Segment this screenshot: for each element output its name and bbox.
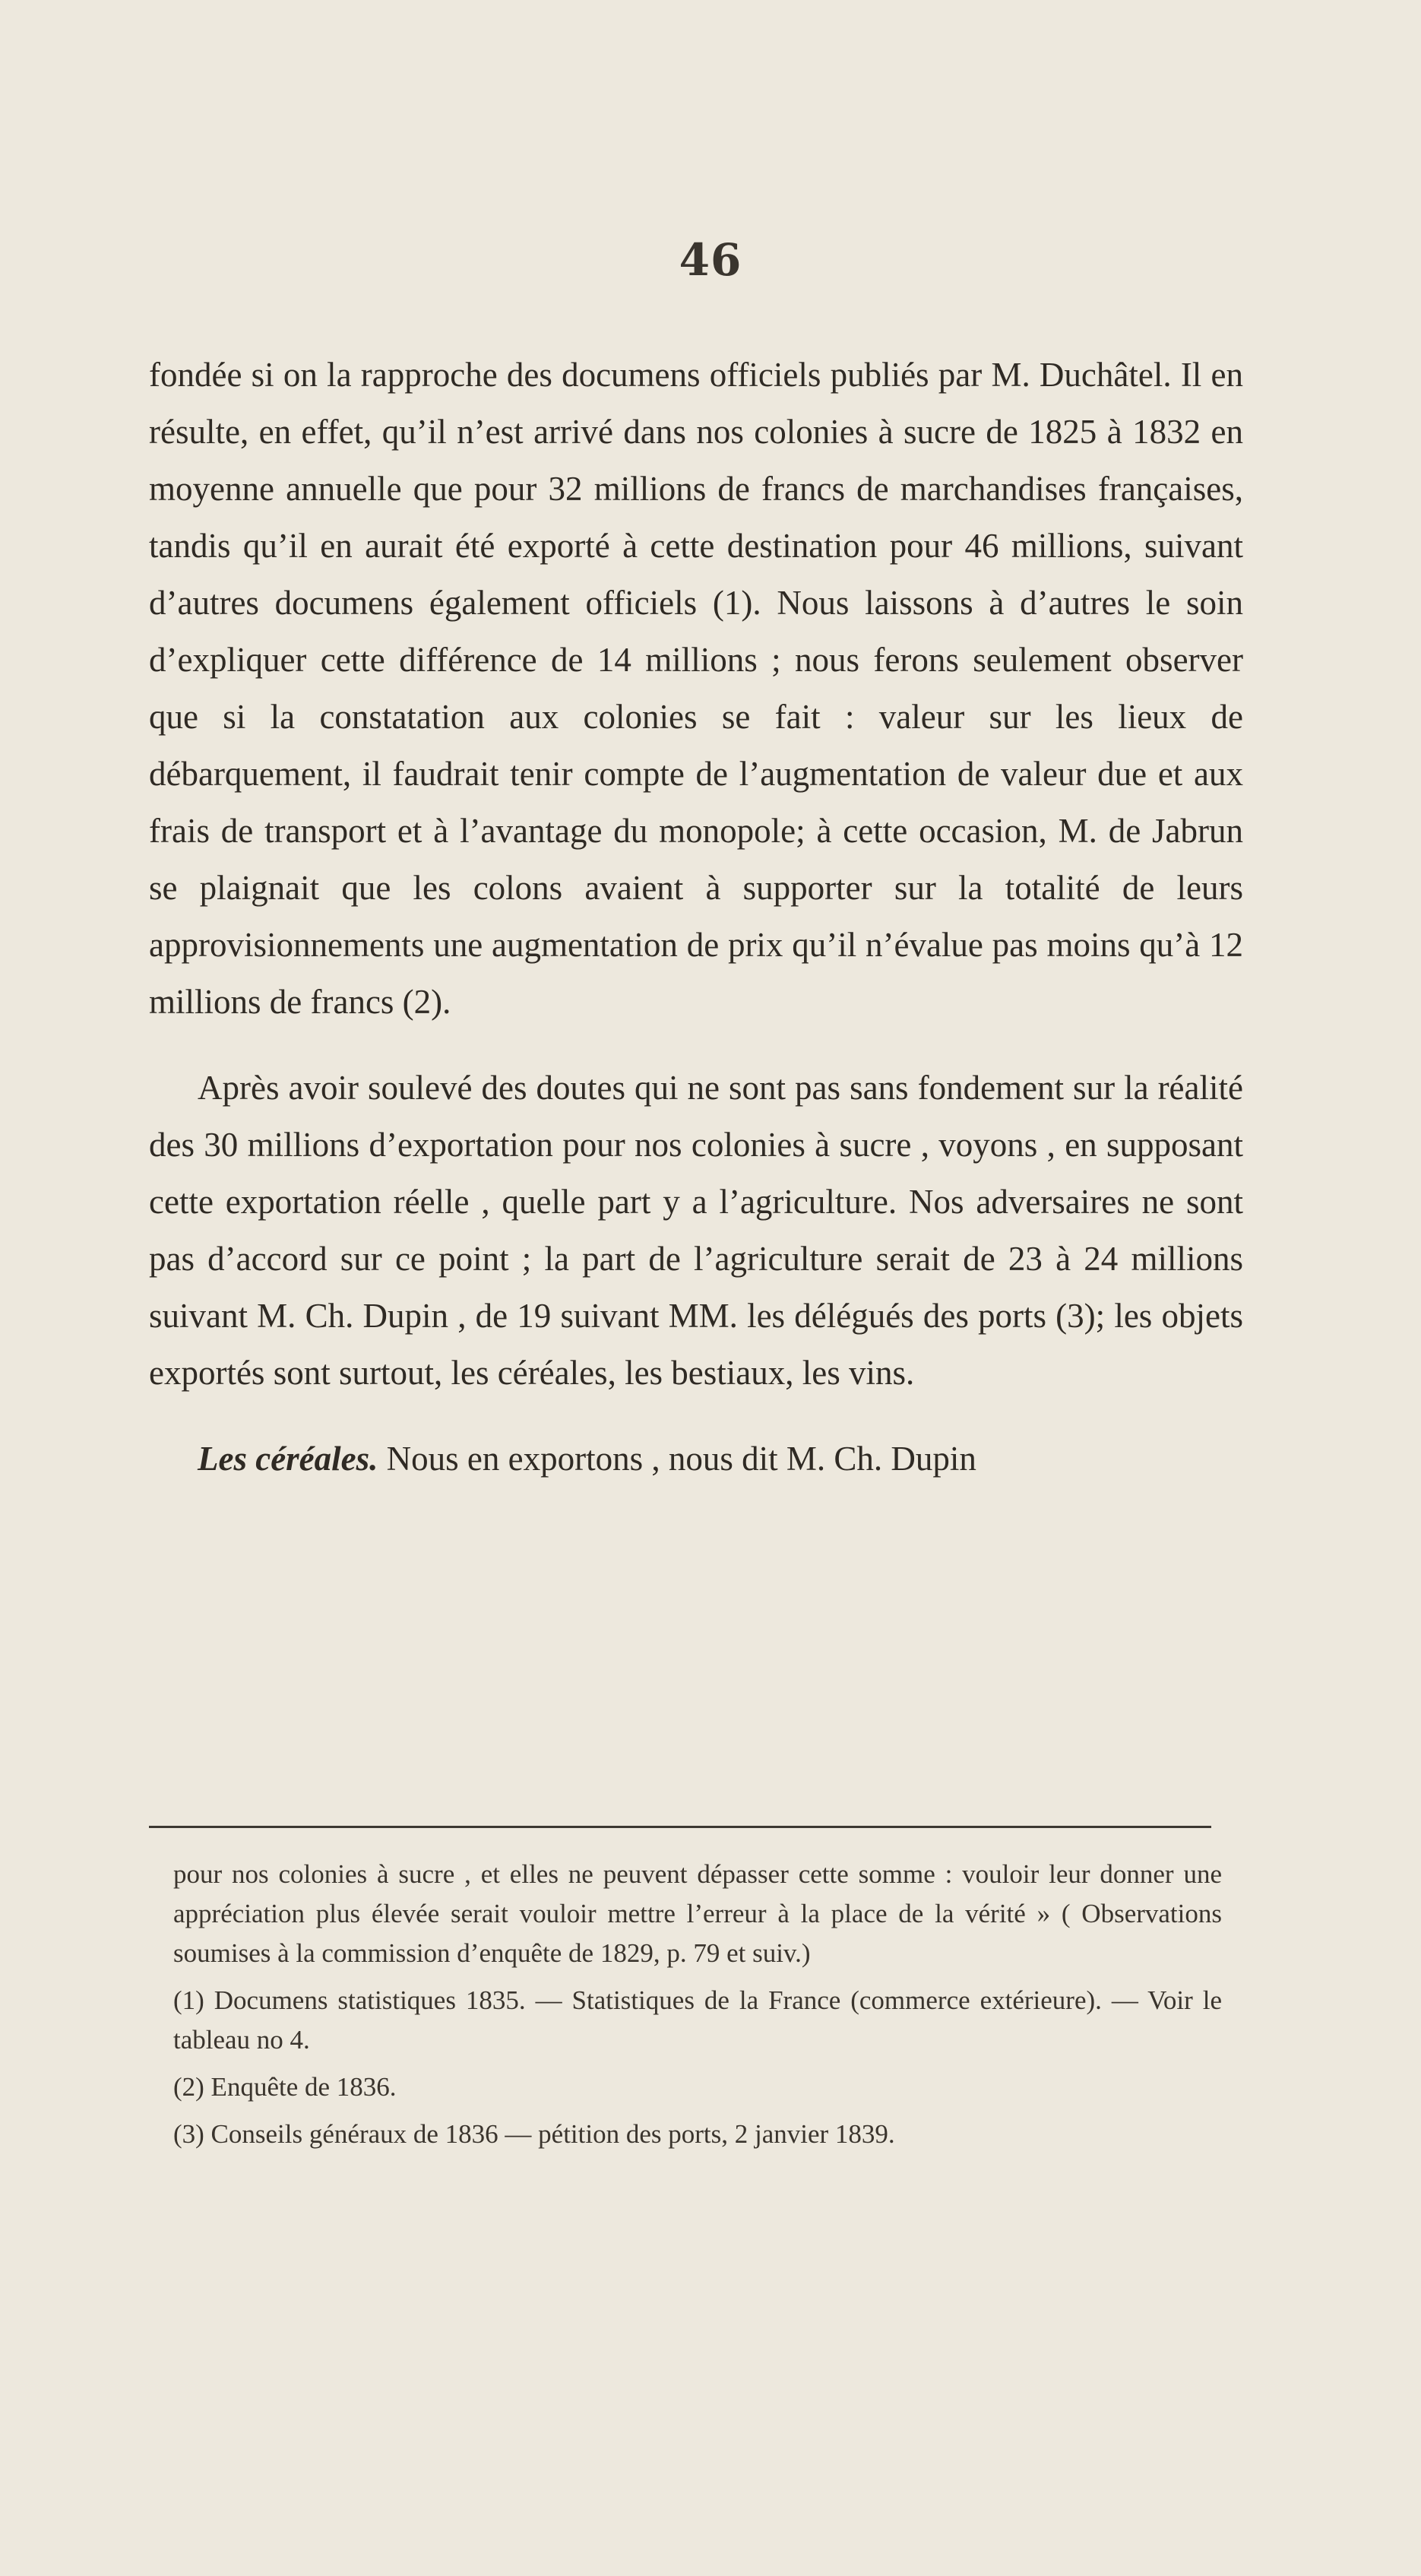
footnote: (3) Conseils généraux de 1836 — pétition des ports, 2 janvier 1839. [173, 2119, 895, 2149]
body-paragraph: Après avoir soulevé des doutes qui ne sont pas sans fondement sur la réalité des 30 millions d’exportation pour nos colonies à sucre , voyons , en supposant cette exportation réelle , quelle part y a l’agriculture. Nos adversaires ne sont pas d’accord sur ce point ; la part de l’agriculture serait de 23 à 24 millions suivant M. Ch. Dupin , de 19 suivant MM. les délégués des ports (3); les objets exportés sont surtout, les céréales, les bestiaux, les vins. [149, 1069, 1243, 1392]
page-number: 46 [679, 234, 742, 286]
footnote-rule [149, 1826, 1211, 1828]
section-lead: Les céréales. [198, 1440, 378, 1478]
body-paragraph: fondée si on la rapproche des documens officiels publiés par M. Duchâtel. Il en résulte, en effet, qu’il n’est arrivé dans nos colonies à sucre de 1825 à 1832 en moyenne annuelle que pour 32 millions de francs de marchandises françaises, tandis qu’il en aurait été exporté à cette destination pour 46 millions, suivant d’autres documens également officiels (1). Nous laissons à d’autres le soin d’expliquer cette différence de 14 millions ; nous ferons seulement observer que si la constatation aux colonies se fait : valeur sur les lieux de débarquement, il faudrait tenir compte de l’augmentation de valeur due et aux frais de transport et à l’avantage du monopole; à cette occasion, M. de Jabrun se plaignait que les colons avaient à supporter sur la totalité de leurs approvisionnements une augmentation de prix qu’il n’évalue pas moins qu’à 12 millions de francs (2). [149, 356, 1243, 1021]
footnote: (2) Enquête de 1836. [173, 2072, 397, 2102]
paragraph-text: Nous en exportons , nous dit M. Ch. Dupin [378, 1440, 976, 1478]
body-paragraph [149, 1431, 1243, 1488]
footnotes [173, 1855, 1222, 2162]
footnote-continuation: pour nos colonies à sucre , et elles ne peuvent dépasser cette somme : vouloir leur donner une appréciation plus élevée serait vouloir mettre l’erreur à la place de la vérité » ( Observations soumises à la commission d’enquête de 1829, p. 79 et suiv.) [173, 1859, 1222, 1968]
body-text [149, 347, 1243, 1488]
footnote: (1) Documens statistiques 1835. — Statistiques de la France (commerce extérieure). — Voir le tableau no 4. [173, 1985, 1222, 2055]
